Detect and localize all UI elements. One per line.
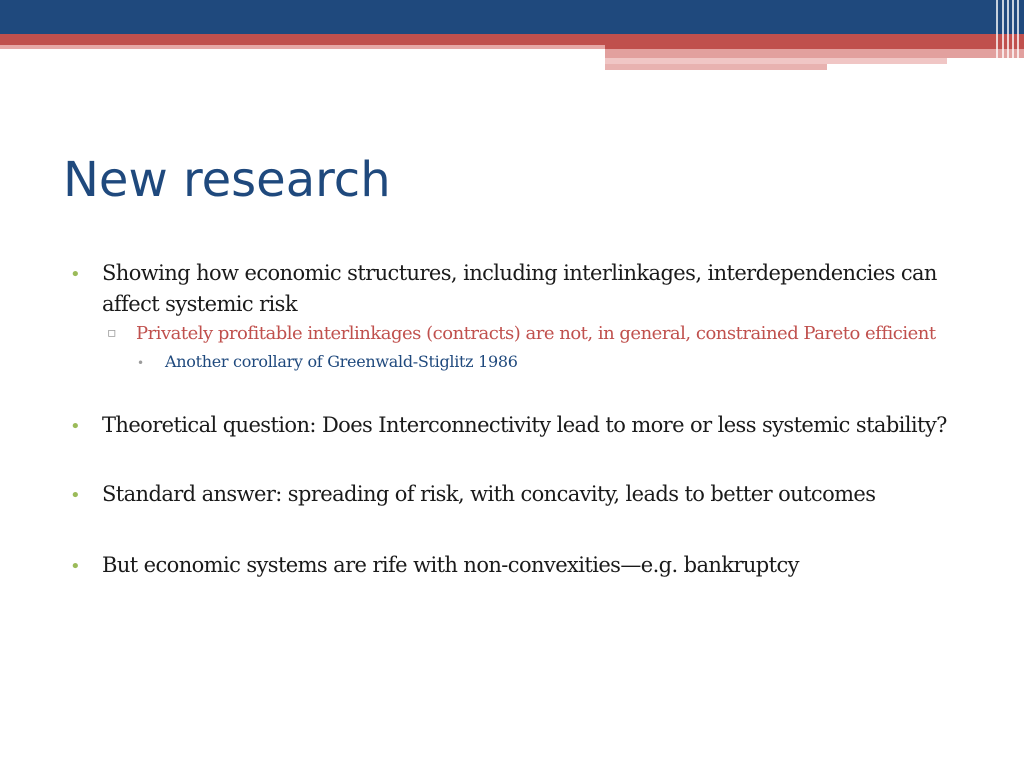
header-band-pink xyxy=(605,49,1024,58)
bullet-item xyxy=(70,410,970,441)
sub-bullet-item xyxy=(107,320,970,347)
sub-sub-bullet-item xyxy=(137,347,970,377)
bullet-text: But economic systems are rife with non-convexities—e.g. bankruptcy xyxy=(102,553,799,577)
header-stripes xyxy=(993,0,1024,70)
bullet-text: Standard answer: spreading of risk, with concavity, leads to better outcomes xyxy=(102,482,876,506)
bullet-item xyxy=(70,479,970,510)
bullet-item xyxy=(70,258,970,320)
header-band-blue xyxy=(0,0,1024,34)
bullet-text: Theoretical question: Does Interconnectivity lead to more or less systemic stability? xyxy=(102,413,947,437)
bullet-small-dot-icon: • xyxy=(137,356,144,370)
header-band-pink xyxy=(605,64,827,70)
bullet-text: Showing how economic structures, including interlinkages, interdependencies can affect systemic risk xyxy=(102,261,937,316)
bullet-square-icon: ▫ xyxy=(107,325,116,341)
slide-title: New research xyxy=(63,152,391,208)
sub-sub-bullet-text: Another corollary of Greenwald-Stiglitz 1986 xyxy=(165,352,518,371)
header-band-pink xyxy=(0,45,605,49)
bullet-dot-icon: • xyxy=(70,416,81,437)
bullet-dot-icon: • xyxy=(70,485,81,506)
bullet-dot-icon: • xyxy=(70,264,81,285)
slide-body xyxy=(70,258,970,581)
bullet-dot-icon: • xyxy=(70,556,81,577)
sub-bullet-text: Privately profitable interlinkages (contracts) are not, in general, constrained Pareto efficient xyxy=(136,323,936,344)
bullet-item xyxy=(70,550,970,581)
